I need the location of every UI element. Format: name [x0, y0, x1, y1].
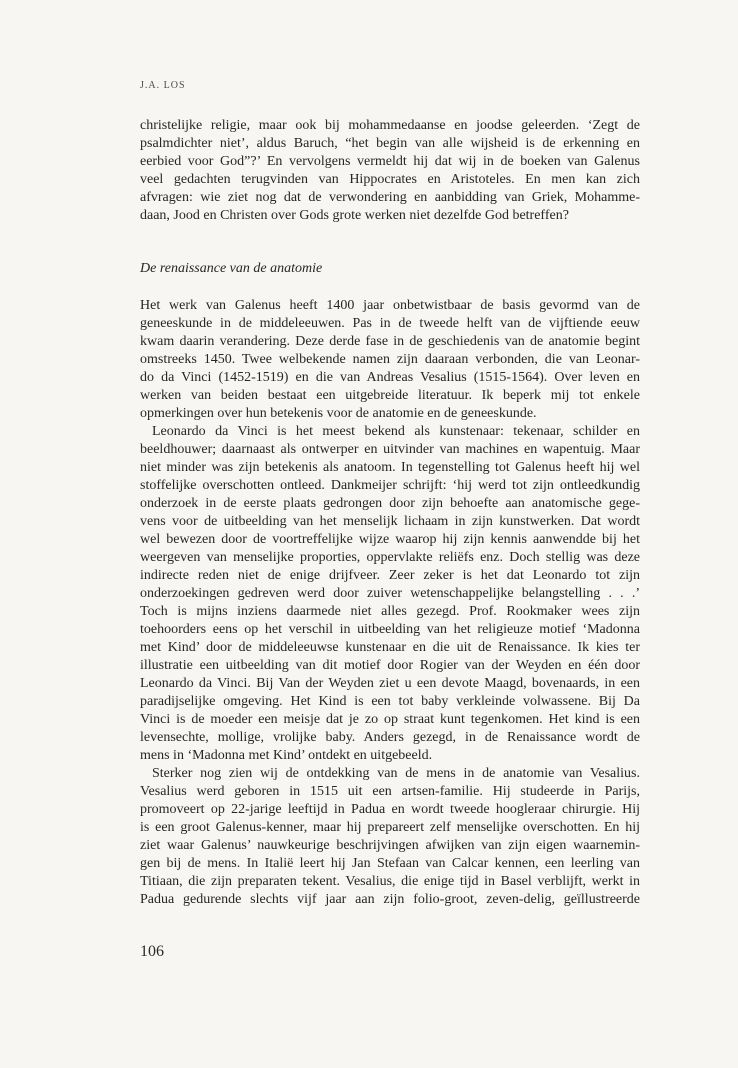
text-line: stoffelijke overschotten ontleed. Dankmeijer schrijft: ‘hij werd tot zijn ontleedkundig [140, 478, 640, 493]
text-line: geneeskunde in de middeleeuwen. Pas in de tweede helft van de vijftiende eeuw [140, 316, 640, 331]
paragraph [140, 423, 640, 765]
text-line: Sterker nog zien wij de ontdekking van de mens in de anatomie van Vesalius. [152, 766, 640, 781]
text-line: afvragen: wie ziet nog dat de verwondering en aanbidding van Griek, Mohamme- [140, 190, 640, 205]
text-line: daan, Jood en Christen over Gods grote werken niet dezelfde God betreffen? [140, 208, 569, 223]
text-line: levensechte, mollige, vrolijke baby. Anders gezegd, in de Renaissance wordt de [140, 730, 640, 745]
text-line: christelijke religie, maar ook bij mohammedaanse en joodse geleerden. ‘Zegt de [140, 118, 640, 133]
text-line: toehoorders eens op het verschil in uitbeelding van het religieuze motief ‘Madonna [140, 622, 640, 637]
text-line: mens in ‘Madonna met Kind’ ontdekt en uitgebeeld. [140, 748, 433, 763]
text-line: is een groot Galenus-kenner, maar hij prepareert zelf menselijke overschotten. En hij [140, 820, 640, 835]
text-line: paradijselijke omgeving. Het Kind is een tot baby verkleinde volwassene. Bij Da [140, 694, 640, 709]
text-line: Vesalius werd geboren in 1515 uit een artsen-familie. Hij studeerde in Parijs, [140, 784, 640, 799]
text-line: opmerkingen over hun betekenis voor de anatomie en de geneeskunde. [140, 406, 537, 421]
section-body [140, 297, 640, 909]
paragraph [140, 765, 640, 909]
running-header: J.A. LOS [140, 80, 186, 91]
text-line: Leonardo da Vinci is het meest bekend als kunstenaar: tekenaar, schilder en [152, 424, 640, 439]
text-line: wel bewezen door de voortreffelijke wijze waarop hij zijn kennis aanwendde bij het [140, 532, 640, 547]
text-line: veel gedachten terugvinden van Hippocrates en Aristoteles. En men kan zich [140, 172, 640, 187]
text-line: vens voor de uitbeelding van het menselijk lichaam in zijn kunstwerken. Dat wordt [140, 514, 640, 529]
text-line: illustratie een uitbeelding van dit motief door Rogier van der Weyden en één door [140, 658, 640, 673]
text-line: gen bij de mens. In Italië leert hij Jan Stefaan van Calcar kennen, een leerling van [140, 856, 640, 871]
paragraph [140, 297, 640, 423]
text-line: onderzoek in de eerste plaats gedrongen door zijn behoefte aan anatomische gege- [140, 496, 640, 511]
text-line: Het werk van Galenus heeft 1400 jaar onbetwistbaar de basis gevormd van de [140, 298, 640, 313]
text-line: Leonardo da Vinci. Bij Van der Weyden ziet u een devote Maagd, bovenaards, in een [140, 676, 640, 691]
text-line: niet minder was zijn betekenis als anatoom. In tegenstelling tot Galenus heeft hij wel [140, 460, 640, 475]
text-line: eerbied voor God”?’ En vervolgens vermeldt hij dat wij in de boeken van Galenus [140, 154, 640, 169]
text-line: do da Vinci (1452-1519) en die van Andreas Vesalius (1515-1564). Over leven en [140, 370, 640, 385]
section-heading: De renaissance van de anatomie [140, 261, 323, 276]
text-line: ziet waar Galenus’ nauwkeurige beschrijvingen afwijken van zijn eigen waarnemin- [140, 838, 640, 853]
text-line: Vinci is de moeder een meisje dat je zo op straat kunt tegenkomen. Het kind is een [140, 712, 640, 727]
text-line: weergeven van menselijke proporties, oppervlakte reliëfs enz. Doch stellig was deze [140, 550, 640, 565]
text-line: Toch is mijns inziens daarmede niet alles gezegd. Prof. Rookmaker wees zijn [140, 604, 640, 619]
text-line: promoveert op 22-jarige leeftijd in Padua en wordt tweede hoogleraar chirurgie. Hij [140, 802, 640, 817]
text-line: beeldhouwer; daarnaast als ontwerper en uitvinder van machines en wapentuig. Maar [140, 442, 640, 457]
text-line: Titiaan, die zijn preparaten tekent. Vesalius, die enige tijd in Basel verblijft, werkt in [140, 874, 640, 889]
text-line: psalmdichter niet’, aldus Baruch, “het begin van alle wijsheid is de erkenning en [140, 136, 640, 151]
text-line: omstreeks 1450. Twee welbekende namen zijn daaraan verbonden, die van Leonar- [140, 352, 640, 367]
page-number: 106 [140, 943, 164, 960]
text-line: werken van beiden bestaat een uitgebreide literatuur. Ik beperk mij tot enkele [140, 388, 640, 403]
text-line: indirecte reden niet de enige drijfveer. Zeer zeker is het dat Leonardo tot zijn [140, 568, 640, 583]
text-line: met Kind’ door de middeleeuwse kunstenaar en die uit de Renaissance. Ik kies ter [140, 640, 640, 655]
text-line: onderzoekingen gedreven werd door zuiver wetenschappelijke belangstelling . . .’ [140, 586, 640, 601]
text-line: kwam daarin verandering. Deze derde fase in de geschiedenis van de anatomie begint [140, 334, 640, 349]
text-line: Padua gedurende slechts vijf jaar aan zijn folio-groot, zeven-delig, geïllustreerde [140, 892, 640, 907]
continued-paragraph [140, 117, 640, 225]
